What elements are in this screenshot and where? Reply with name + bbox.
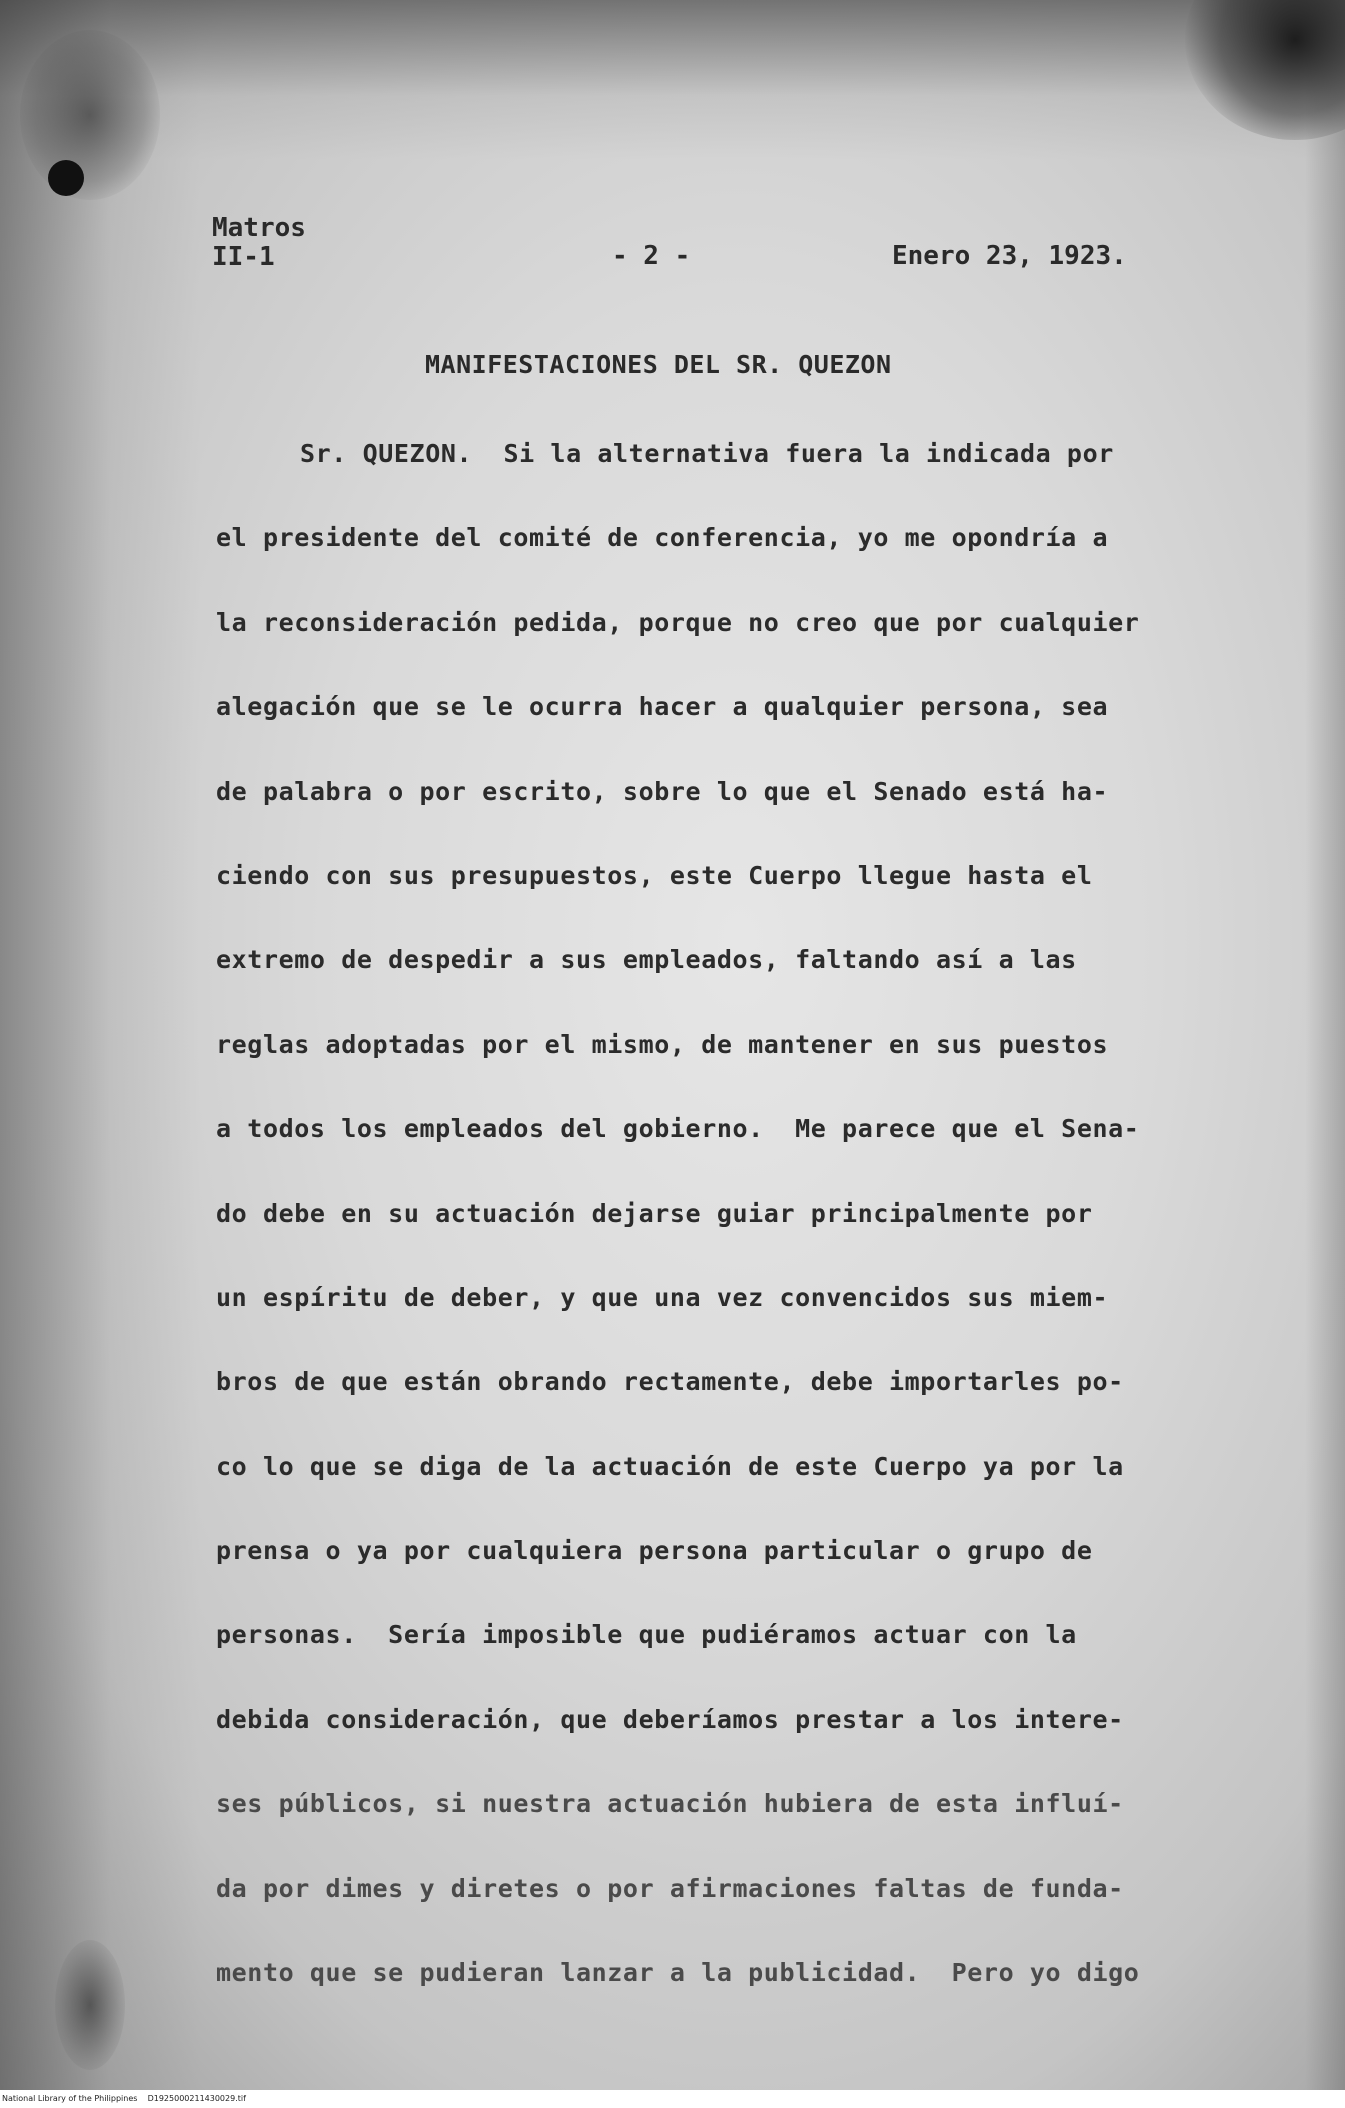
scan-shadow-right: [1305, 0, 1345, 2090]
scan-shadow-left: [0, 0, 200, 2090]
body-line: el presidente del comité de conferencia, yo me opondría a: [216, 523, 1109, 553]
body-line: Sr. QUEZON. Si la alternativa fuera la indicada por: [300, 439, 1114, 468]
body-line: ciendo con sus presupuestos, este Cuerpo llegue hasta el: [216, 860, 1093, 890]
body-line: bros de que están obrando rectamente, debe importarles po-: [216, 1367, 1124, 1397]
body-line: reglas adoptadas por el mismo, de mantener en sus puestos: [216, 1029, 1109, 1059]
body-line: co lo que se diga de la actuación de este Cuerpo ya por la: [216, 1451, 1124, 1481]
header-sender: Matros: [212, 213, 306, 243]
body-line: prensa o ya por cualquiera persona particular o grupo de: [216, 1536, 1093, 1566]
body-line: un espíritu de deber, y que una vez convencidos sus miem-: [216, 1282, 1109, 1312]
body-line: a todos los empleados del gobierno. Me parece que el Sena-: [216, 1114, 1140, 1144]
body-line: mento que se pudieran lanzar a la publicidad. Pero yo digo: [216, 1958, 1140, 1988]
body-line: la reconsideración pedida, porque no creo que por cualquier: [216, 607, 1140, 637]
ink-stain-bottom-left: [55, 1940, 125, 2070]
scan-footer: National Library of the Philippines D1925000211430029.tif: [0, 2090, 1345, 2108]
body-text: [216, 434, 1256, 2037]
ink-blot: [48, 160, 84, 196]
body-line: ses públicos, si nuestra actuación hubiera de esta influí-: [216, 1789, 1124, 1819]
ink-stain-top-left: [20, 30, 160, 200]
document-title: MANIFESTACIONES DEL SR. QUEZON: [425, 350, 892, 379]
body-line: personas. Sería imposible que pudiéramos actuar con la: [216, 1620, 1077, 1650]
header-left: [212, 214, 306, 272]
scan-shadow-top: [0, 0, 1345, 160]
body-line: extremo de despedir a sus empleados, faltando así a las: [216, 945, 1077, 975]
header-date: Enero 23, 1923.: [892, 241, 1127, 271]
header-code: II-1: [212, 242, 275, 272]
page-number: - 2 -: [612, 241, 691, 271]
body-line: debida consideración, que deberíamos prestar a los intere-: [216, 1704, 1124, 1734]
body-line: alegación que se le ocurra hacer a qualquier persona, sea: [216, 692, 1109, 722]
body-line: do debe en su actuación dejarse guiar principalmente por: [216, 1198, 1093, 1228]
body-line: da por dimes y diretes o por afirmaciones faltas de funda-: [216, 1873, 1124, 1903]
body-line: de palabra o por escrito, sobre lo que el Senado está ha-: [216, 776, 1109, 806]
